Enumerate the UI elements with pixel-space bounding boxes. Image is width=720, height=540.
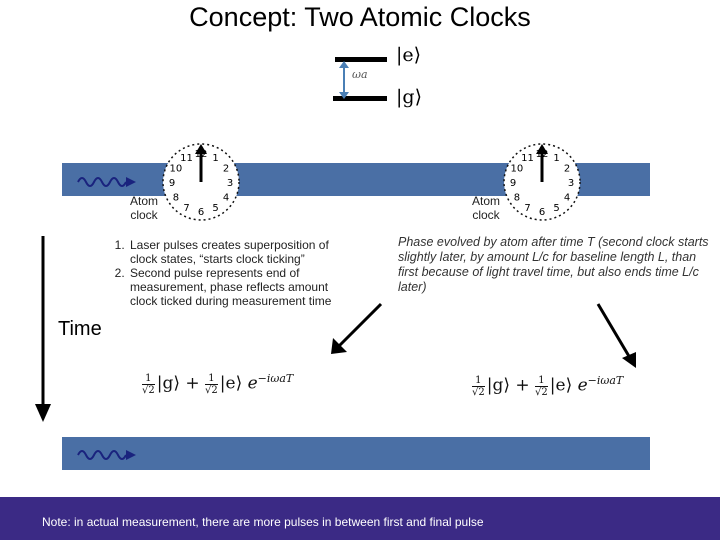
time-arrow: [32, 236, 54, 426]
clock-numeral: 8: [513, 192, 521, 204]
clock-numeral: 8: [172, 192, 180, 204]
clock-numeral: 1: [212, 152, 219, 164]
clock-numeral: 9: [168, 178, 176, 189]
omega-label: ωa: [352, 68, 368, 81]
clock-numeral: 5: [212, 203, 219, 215]
atom-clock-label: Atom clock: [129, 194, 158, 222]
fraction: $\frac{1}{√2}$: [205, 372, 218, 396]
step-item: 2. Second pulse represents end of measurement, phase reflects amount clock ticked during measurement time: [128, 266, 348, 308]
pointer-arrow: [592, 300, 642, 372]
clock-numeral: 2: [222, 163, 230, 175]
clock-numeral: 11: [521, 152, 534, 164]
atom-clock-label: Atom clock: [471, 194, 500, 222]
clock-face-icon: [159, 140, 243, 224]
clock-numeral: 7: [524, 203, 531, 215]
clock-numeral: 2: [563, 163, 571, 175]
laser-pulse-icon: [76, 443, 138, 465]
clock-numeral: 5: [553, 203, 560, 215]
laser-pulse-icon: [76, 170, 138, 192]
clock-numeral: 3: [226, 178, 234, 189]
clock-numeral: 6: [538, 207, 546, 218]
clock-numeral: 4: [222, 192, 230, 204]
fraction: $\frac{1}{√2}$: [472, 374, 485, 398]
bottom-laser-band: [62, 437, 650, 470]
state-formula: $\frac{1}{√2}$ |g⟩ + $\frac{1}{√2}$ |e⟩ $e^{-i\omega aT}$: [472, 374, 624, 398]
clock-numeral: 3: [567, 178, 575, 189]
excited-state-label: |e⟩: [396, 44, 422, 66]
ground-state-label: |g⟩: [396, 86, 422, 108]
note-text: Note: in actual measurement, there are more pulses in between first and final pulse: [42, 515, 484, 529]
time-label: Time: [58, 318, 102, 340]
fraction: $\frac{1}{√2}$: [535, 374, 548, 398]
clock-numeral: 12: [194, 149, 208, 160]
clock-numeral: 12: [535, 149, 549, 160]
clock-numeral: 7: [183, 203, 190, 215]
clock-numeral: 9: [509, 178, 517, 189]
clock-numeral: 10: [510, 163, 524, 175]
steps-list: [98, 238, 348, 308]
fraction: $\frac{1}{√2}$: [142, 372, 155, 396]
step-item: 1. Laser pulses creates superposition of clock states, “starts clock ticking”: [128, 238, 348, 266]
pointer-arrow: [325, 300, 385, 360]
clock-numeral: 4: [563, 192, 571, 204]
clock-numeral: 1: [553, 152, 560, 164]
state-formula: $\frac{1}{√2}$ |g⟩ + $\frac{1}{√2}$ |e⟩ $e^{-i\omega aT}$: [142, 372, 294, 396]
level-arrow: [336, 60, 352, 100]
page-title: Concept: Two Atomic Clocks: [189, 2, 531, 32]
clock-numeral: 10: [169, 163, 183, 175]
clock-face-icon: [500, 140, 584, 224]
clock-numeral: 11: [180, 152, 193, 164]
clock-numeral: 6: [197, 207, 205, 218]
phase-explanation: Phase evolved by atom after time T (second clock starts slightly later, by amount L/c for baseline length L, than first because of light travel time, but also ends time L/c later): [398, 235, 709, 294]
